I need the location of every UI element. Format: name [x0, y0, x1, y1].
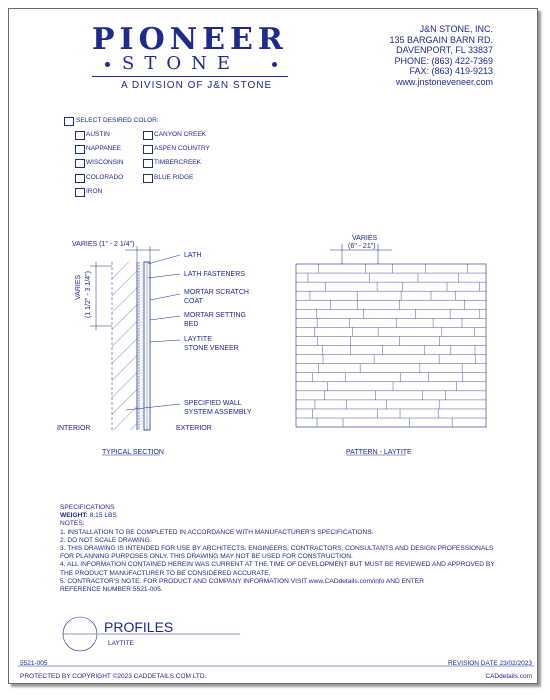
note-line: 1. INSTALLATION TO BE COMPLETED IN ACCORDANCE WITH MANUFACTURER'S SPECIFICATIONS. — [60, 528, 374, 536]
revision-date: REVISION DATE 23/02/2023 — [447, 660, 532, 667]
label-mortar-setting: MORTAR SETTING — [184, 312, 246, 319]
section-varies-side-range: (1 1/2" - 3 1/4") — [85, 271, 92, 318]
label-lath-fasteners: LATH FASTENERS — [184, 271, 245, 278]
note-line: THE PRODUCT MANUFACTURER TO BE CONSIDERED ACCURATE. — [60, 569, 271, 577]
mortar-layer — [137, 262, 144, 430]
note-line: 5. CONTRACTOR'S NOTE: FOR PRODUCT AND COMPANY INFORMATION VISIT www.CADdetails.com/info AND ENTER — [60, 577, 424, 585]
section-varies-side: VARIES — [75, 274, 82, 300]
notes-heading: NOTES: — [60, 520, 85, 528]
pattern-varies: VARIES — [352, 235, 378, 242]
label-stone-veneer: STONE VENEER — [184, 345, 239, 352]
color-label-timbercreek: TIMBERCREEK — [154, 159, 201, 166]
pattern-varies-range: (6" - 21") — [348, 243, 376, 250]
company-name: J&N STONE, INC. — [419, 24, 493, 34]
color-label-wisconsin: WISCONSIN — [86, 159, 124, 166]
company-website[interactable]: www.jnstoneveneer.com — [395, 76, 493, 87]
drawing-title: PROFILES — [104, 619, 174, 635]
color-label-austin: AUSTIN — [86, 131, 110, 138]
company-phone: PHONE: (863) 422-7369 — [394, 55, 493, 66]
color-label-nappanee: NAPPANEE — [86, 145, 121, 152]
label-exterior: EXTERIOR — [176, 425, 212, 432]
note-line: 3. THIS DRAWING IS INTENDED FOR USE BY ARCHITECTS, ENGINEERS, CONTRACTORS, CONSULTANTS AND DESIGN PROFESSIONALS — [60, 545, 494, 553]
color-label-aspen-country: ASPEN COUNTRY — [154, 145, 210, 152]
logo-stone: STONE — [122, 53, 240, 74]
section-caption: TYPICAL SECTION — [102, 449, 164, 456]
leader-lath — [148, 255, 180, 264]
color-label-canyon-creek: CANYON CREEK — [154, 131, 207, 138]
leader-fasteners — [148, 274, 180, 278]
section-varies-top: VARIES (1" - 2 1/4") — [72, 241, 135, 248]
drawing-subtitle: LAYTITE — [108, 640, 134, 647]
color-label-colorado: COLORADO — [86, 174, 124, 181]
note-line: FOR PLANNING PURPOSES ONLY. THIS DRAWING MAY NOT BE USED FOR CONSTRUCTION. — [60, 553, 353, 561]
weight-row — [60, 512, 495, 520]
copyright-notice: PROTECTED BY COPYRIGHT ©2023 CADDETAILS.COM LTD. — [20, 673, 207, 680]
notes-block — [60, 504, 495, 594]
leader-setting — [150, 316, 180, 320]
reference-number: 5521-005 — [20, 660, 48, 667]
weight-value: 8.15 LBS — [89, 512, 117, 520]
company-city: DAVENPORT, FL 33837 — [396, 45, 493, 56]
color-label-blue-ridge: BLUE RIDGE — [154, 174, 194, 181]
label-system-assembly: SYSTEM ASSEMBLY — [184, 409, 252, 416]
label-mortar-scratch: MORTAR SCRATCH — [184, 289, 249, 296]
leader-scratch — [150, 294, 180, 300]
label-lath: LATH — [184, 252, 202, 259]
note-line: REFERENCE NUMBER 5521-005. — [60, 586, 163, 594]
note-line: 4. ALL INFORMATION CONTAINED HEREIN WAS CURRENT AT THE TIME OF DEVELOPMENT BUT MUST BE REVIEWED AND APPROVED BY — [60, 561, 495, 569]
label-laytite: LAYTITE — [184, 336, 212, 343]
pattern-caption: PATTERN - LAYTITE — [346, 449, 412, 456]
color-label-iron: IRON — [86, 188, 103, 195]
logo-pioneer: PIONEER — [92, 22, 288, 57]
wall-assembly — [112, 262, 137, 430]
note-line: 2. DO NOT SCALE DRAWING. — [60, 536, 152, 544]
logo-division: A DIVISION OF J&N STONE — [121, 80, 273, 91]
company-fax: FAX: (863) 419-9213 — [409, 66, 493, 77]
label-interior: INTERIOR — [57, 425, 91, 432]
weight-label: WEIGHT: — [60, 512, 88, 520]
leader-veneer — [150, 340, 180, 342]
select-color-label: SELECT DESIRED COLOR: — [76, 117, 159, 124]
caddetails-link[interactable]: CADdetails.com — [485, 673, 532, 680]
label-specified-wall: SPECIFIED WALL — [184, 400, 242, 407]
company-address: 135 BARGAIN BARN RD. — [389, 34, 493, 45]
label-bed: BED — [184, 321, 199, 328]
specifications-heading: SPECIFICATIONS — [60, 504, 115, 511]
label-coat: COAT — [184, 298, 203, 305]
